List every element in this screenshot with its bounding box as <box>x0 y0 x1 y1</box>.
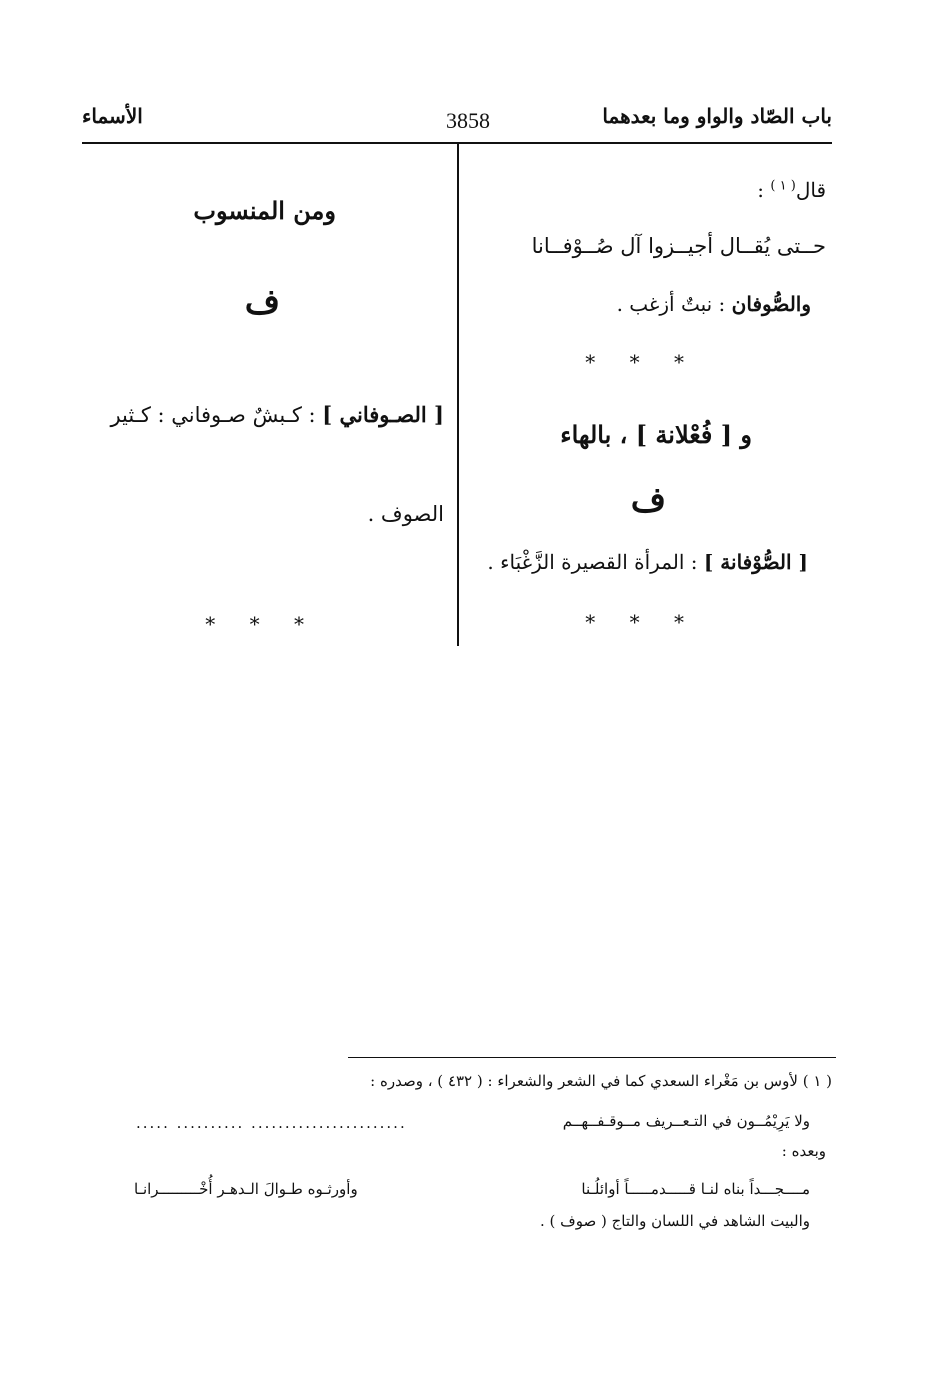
definition-sufani-cont: الصوف . <box>367 502 444 526</box>
separator-stars: * * * <box>585 350 698 374</box>
definition-sufan <box>617 292 811 316</box>
letter-fa-heading: ف <box>244 282 280 322</box>
definition-sufani <box>110 402 444 427</box>
footnote-after: وبعده : <box>781 1142 826 1160</box>
page-number: 3858 <box>446 108 490 133</box>
term-sufan: والصُّوفان <box>731 292 811 316</box>
section-heading-fulana: و [ فُعْلانة ] ، بالهاء <box>560 420 752 449</box>
term-sufana: [ الصُّوْفانة ] <box>703 550 808 574</box>
definition-sufana <box>487 550 808 574</box>
qal-word: قال <box>795 178 826 202</box>
footnote-ref: ( ١ ) <box>770 178 796 194</box>
letter-fa-heading: ف <box>630 480 666 520</box>
footnote-1: ( ١ ) لأوس بن مَغْراء السعدي كما في الشعر والشعراء : ( ٤٣٢ ) ، وصدره : <box>370 1072 832 1090</box>
qal-colon: : <box>757 178 765 202</box>
footnote-verse1-ellipsis: ..... .......... ....................... <box>136 1114 407 1132</box>
footnote-rule <box>348 1057 836 1058</box>
verse-line: حــتى يُقــال أجيــزوا آل صُــوْفــانا <box>531 234 826 258</box>
separator-stars: * * * <box>585 610 698 634</box>
footnote-verse2-second-half: وأورثـوه طـوالَ الـدهـر أُخْـــــــــرانـا <box>134 1180 358 1198</box>
footnote-source: والبيت الشاهد في اللسان والتاج ( صوف ) . <box>540 1212 810 1230</box>
running-header-chapter: باب الصّاد والواو وما بعدهما <box>602 104 832 128</box>
column-separator <box>457 143 459 646</box>
separator-stars: * * * <box>205 612 318 636</box>
def-sufan: : نبتٌ أزغب . <box>616 292 726 316</box>
running-header-section: الأسماء <box>82 104 143 128</box>
def-sufana: : المرأة القصيرة الزَّغْبَاء . <box>487 550 698 574</box>
def-sufani: : كـبشٌ صـوفاني : كـثير <box>110 403 316 427</box>
qal-line <box>757 178 826 202</box>
section-heading-mansub: ومن المنسوب <box>193 196 336 225</box>
footnote-verse2-first-half: مــــجـــداً بناه لنـا قـــــدمـــــاً أوائلُـنا <box>581 1180 810 1198</box>
term-sufani: [ الصـوفاني ] <box>322 402 444 427</box>
footnote-verse1-first-half: ولا يَرِيْمُــون في التـعــريف مــوقـفــهــم <box>562 1112 810 1130</box>
